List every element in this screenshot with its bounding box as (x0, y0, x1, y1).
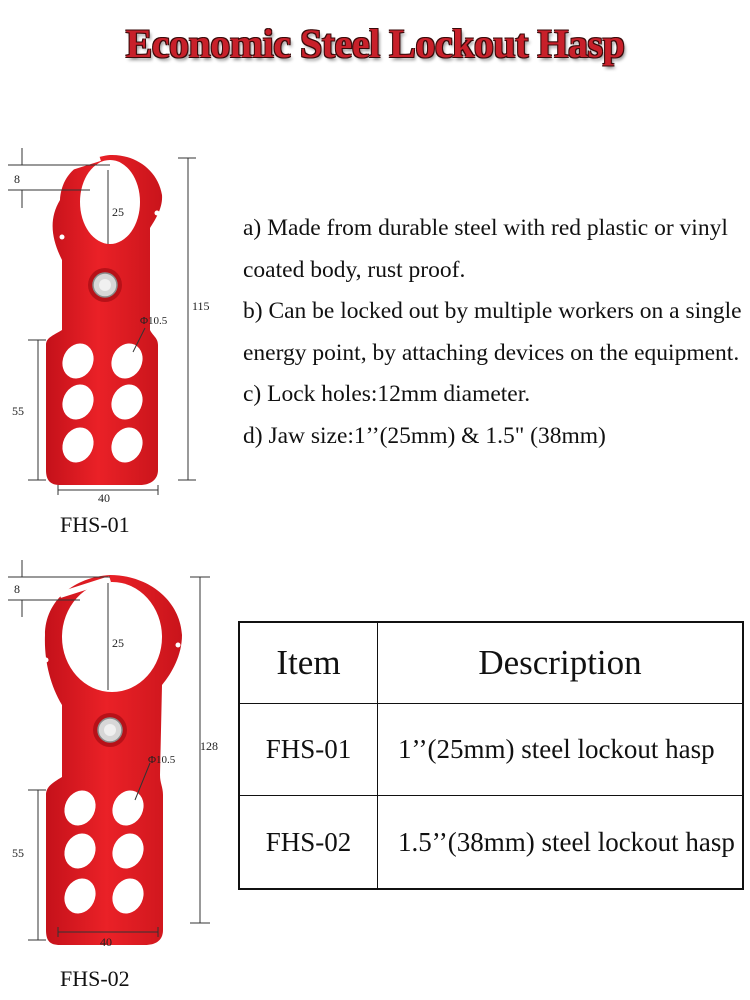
feature-item: a) Made from durable steel with red plastic or vinyl coated body, rust proof. (243, 215, 728, 283)
dim-width: 40 (100, 935, 112, 949)
hasp-figure-fhs-01 (0, 140, 230, 540)
jaw-opening (80, 160, 140, 244)
dim-width: 40 (98, 491, 110, 505)
dim-jaw: 25 (112, 636, 124, 650)
cell-item: FHS-01 (239, 704, 378, 796)
dim-lower: 55 (12, 404, 24, 418)
feature-item: d) Jaw size:1’’(25mm) & 1.5" (38mm) (243, 422, 606, 449)
spec-table (238, 621, 744, 890)
hasp-figure-fhs-02 (0, 555, 230, 1000)
product-label-fhs-01: FHS-01 (60, 512, 130, 537)
dim-height: 115 (192, 299, 210, 313)
header-description: Description (378, 622, 744, 704)
header-item: Item (239, 622, 378, 704)
table-row (239, 704, 743, 796)
hasp-drawing-fhs-01 (0, 140, 230, 515)
dim-hole: Φ10.5 (148, 754, 176, 766)
dim-top: 8 (14, 172, 20, 186)
table-row (239, 796, 743, 889)
table-header-row (239, 622, 743, 704)
page-title: Economic Steel Lockout Hasp (125, 21, 625, 66)
dim-top: 8 (14, 582, 20, 596)
feature-list (243, 208, 748, 457)
dim-lower: 55 (12, 846, 24, 860)
dim-hole: Φ10.5 (140, 315, 168, 327)
dim-height: 128 (200, 739, 218, 753)
product-label-fhs-02: FHS-02 (60, 966, 130, 991)
feature-item: b) Can be locked out by multiple workers on a single energy point, by attaching devices on the equipment. (243, 298, 742, 366)
cell-description: 1.5’’(38mm) steel lockout hasp (378, 796, 744, 889)
cell-item: FHS-02 (239, 796, 378, 889)
feature-item: c) Lock holes:12mm diameter. (243, 381, 531, 407)
dim-jaw: 25 (112, 205, 124, 219)
hasp-drawing-fhs-02 (0, 555, 230, 967)
cell-description: 1’’(25mm) steel lockout hasp (378, 704, 744, 796)
